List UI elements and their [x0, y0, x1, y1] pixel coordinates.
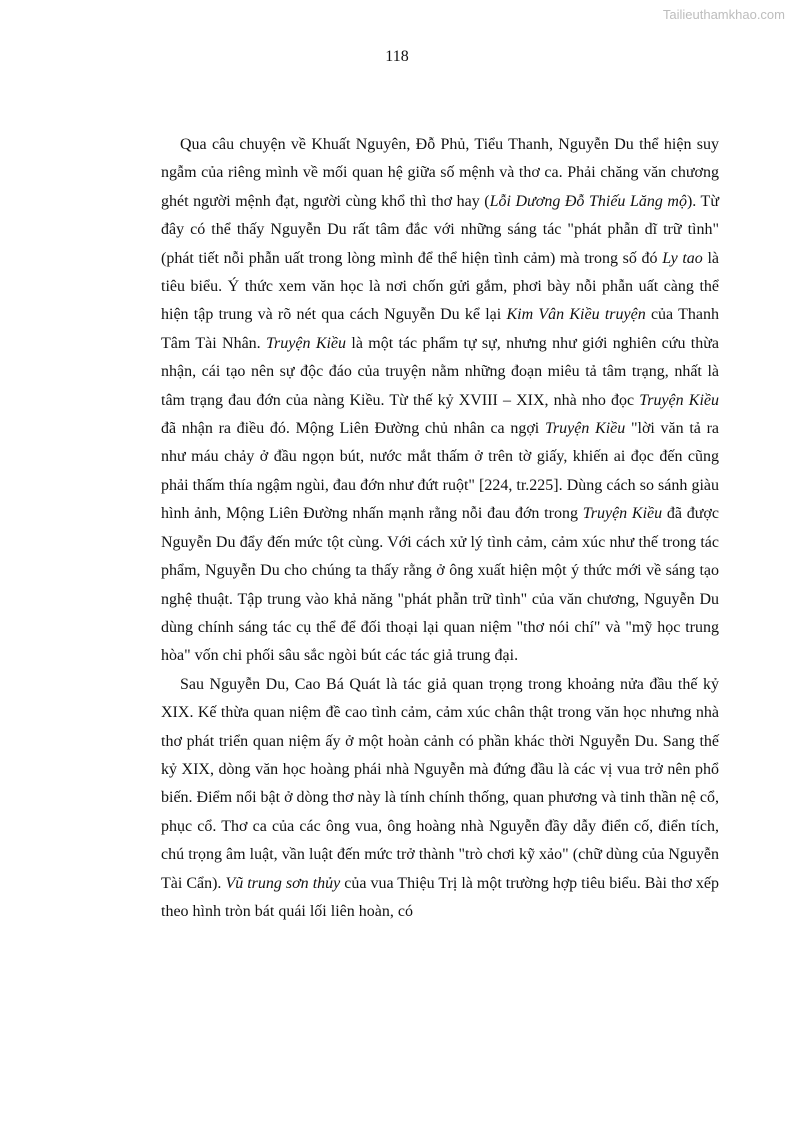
p2-text-2: của vua Thiệu Trị là một trường hợp tiêu biểu. Bài thơ xếp theo hình tròn bát quái lối liên hoàn, có [161, 874, 719, 920]
paragraph-2 [161, 671, 719, 927]
p1-text-1: Qua câu chuyện về Khuất Nguyên, Đỗ Phủ, Tiểu Thanh, Nguyễn Du thể hiện suy ngẫm của riêng mình về mối quan hệ giữa số mệnh và thơ ca. Phải chăng văn chương ghét người mệnh đạt, người cùng khổ thì thơ hay ( [161, 136, 719, 210]
body-text [161, 131, 719, 926]
p1-italic-3: Kim Vân Kiều truyện [506, 306, 646, 324]
paragraph-1 [161, 131, 719, 671]
p1-italic-6: Truyện Kiều [544, 420, 626, 438]
p1-text-7: "lời văn tả ra như máu chảy ở đầu ngọn bút, nước mắt thấm ở trên tờ giấy, khiến ai đọc đến cũng phải thấm thía ngậm ngùi, đau đớn như đứt ruột" [224, tr.225]. Dùng cách so sánh giàu hình ảnh, Mộng Liên Đường nhấn mạnh rằng nỗi đau đớn trong [161, 420, 719, 523]
watermark: Tailieuthamkhao.com [662, 7, 785, 22]
p1-italic-1: Lỗi Dương Đỗ Thiếu Lăng mộ [489, 192, 687, 210]
page-number: 118 [385, 48, 409, 65]
p1-italic-4: Truyện Kiều [266, 334, 347, 352]
p1-italic-2: Ly tao [662, 249, 703, 267]
p1-text-6: đã nhận ra điều đó. Mộng Liên Đường chủ nhân ca ngợi [161, 420, 545, 438]
p1-italic-7: Truyện Kiều [582, 505, 663, 523]
p1-italic-5: Truyện Kiều [639, 391, 719, 409]
p2-text-1: Sau Nguyễn Du, Cao Bá Quát là tác giả quan trọng trong khoảng nửa đầu thế kỷ XIX. Kế thừa quan niệm đề cao tình cảm, cảm xúc chân thật trong văn học nhưng nhà thơ phát triển quan niệm ấy ở một hoàn cảnh có phần khác thời Nguyễn Du. Sang thế kỷ XIX, dòng văn học hoàng phái nhà Nguyễn mà đứng đầu là các vị vua trở nên phổ biến. Điểm nổi bật ở dòng thơ này là tính chính thống, quan phương và tinh thần nệ cổ, phục cổ. Thơ ca của các ông vua, ông hoàng nhà Nguyễn đầy dẫy điển cố, điển tích, chú trọng âm luật, vần luật đến mức trở thành "trò chơi kỹ xảo" (chữ dùng của Nguyễn Tài Cẩn). [161, 675, 719, 892]
p1-text-8: đã được Nguyễn Du đẩy đến mức tột cùng. Với cách xử lý tình cảm, cảm xúc như thế trong tác phẩm, Nguyễn Du cho chúng ta thấy rằng ở ông xuất hiện một ý thức mới về sáng tạo nghệ thuật. Tập trung vào khả năng "phát phẫn trữ tình" của văn chương, Nguyễn Du dùng chính sáng tác cụ thể để đối thoại lại quan niệm "thơ nói chí" và "mỹ học trung hòa" vốn chi phối sâu sắc ngòi bút các tác giả trung đại. [161, 505, 719, 665]
p1-text-2: ). Từ đây có thể thấy Nguyễn Du rất tâm đắc với những sáng tác "phát phẫn dĩ trữ tình" (phát tiết nỗi phẫn uất trong lòng mình để thể hiện tình cảm) mà trong số đó [161, 192, 720, 267]
p1-text-3: là tiêu biểu. Ý thức xem văn học là nơi chốn gửi gắm, phơi bày nỗi phẫn uất càng thể hiện tập trung và rõ nét qua cách Nguyễn Du kể lại [161, 249, 720, 324]
p1-text-4: của Thanh Tâm Tài Nhân. [161, 306, 719, 352]
p1-text-5: là một tác phẩm tự sự, nhưng như giới nghiên cứu thừa nhận, cái tạo nên sự độc đáo của truyện nằm những đoạn miêu tả tâm trạng, nhất là tâm trạng đau đớn của nàng Kiều. Từ thế kỷ XVIII – XIX, nhà nho đọc [161, 334, 719, 409]
p2-italic-1: Vũ trung sơn thủy [225, 874, 341, 892]
